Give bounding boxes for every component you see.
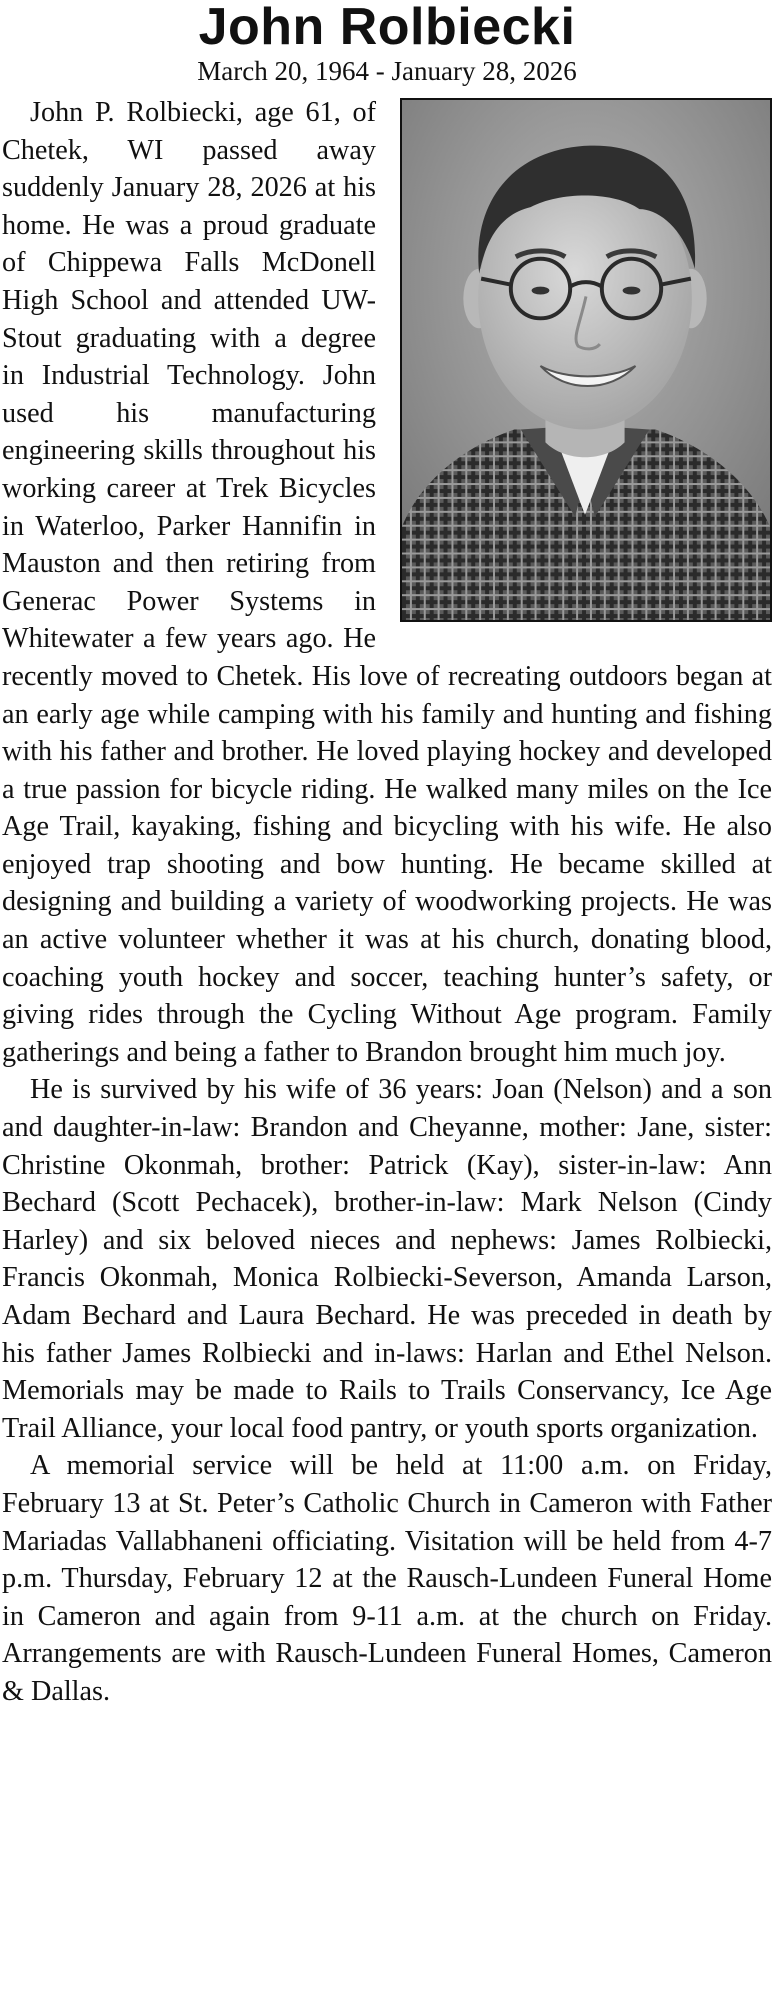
paragraph-biography: John P. Rolbiecki, age 61, of Chetek, WI passed away suddenly January 28, 2026 at his home. He was a proud graduate of Chippewa Falls McDonell High School and attended UW-Stout graduating with a degree in Industrial Technology. John used his manufacturing engineering skills throughout his working career at Trek Bicycles in Waterloo, Parker Hannifin in Mauston and then retiring from Generac Power Systems in Whitewater a few years ago. He recently moved to Chetek. His love of recreating outdoors began at an early age while camping with his family and hunting and fishing with his father and brother. He loved playing hockey and developed a true passion for bicycle riding. He walked many miles on the Ice Age Trail, kayaking, fishing and bicycling with his wife. He also enjoyed trap shooting and bow hunting. He became skilled at designing and building a variety of woodworking projects. He was an active volunteer whether it was at his church, donating blood, coaching youth hockey and soccer, teaching hunter’s safety, or giving rides through the Cycling Without Age program. Family gatherings and being a father to Brandon brought him much joy. bbox=[2, 97, 772, 1068]
deceased-name: John Rolbiecki bbox=[198, 0, 576, 56]
life-dates: March 20, 1964 - January 28, 2026 bbox=[197, 56, 577, 86]
portrait-photo-icon bbox=[402, 100, 770, 620]
portrait-photo bbox=[400, 98, 772, 622]
paragraph-services: A memorial service will be held at 11:00 a.m. on Friday, February 13 at St. Peter’s Catholic Church in Cameron with Father Mariadas Vallabhaneni officiating. Visitation will be held from 4-7 p.m. Thursday, February 12 at the Rausch-Lundeen Funeral Home in Cameron and again from 9-11 a.m. at the church on Friday. Arrangements are with Rausch-Lundeen Funeral Homes, Cameron & Dallas. bbox=[2, 1450, 772, 1707]
obituary-body bbox=[2, 94, 772, 1711]
paragraph-survivors: He is survived by his wife of 36 years: Joan (Nelson) and a son and daughter-in-law: Brandon and Cheyanne, mother: Jane, sister: Christine Okonmah, brother: Patrick (Kay), sister-in-law: Ann Bechard (Scott Pechacek), brother-in-law: Mark Nelson (Cindy Harley) and six beloved nieces and nephews: James Rolbiecki, Francis Okonmah, Monica Rolbiecki-Severson, Amanda Larson, Adam Bechard and Laura Bechard. He was preceded in death by his father James Rolbiecki and in-laws: Harlan and Ethel Nelson. Memorials may be made to Rails to Trails Conservancy, Ice Age Trail Alliance, your local food pantry, or youth sports organization. bbox=[2, 1074, 772, 1444]
